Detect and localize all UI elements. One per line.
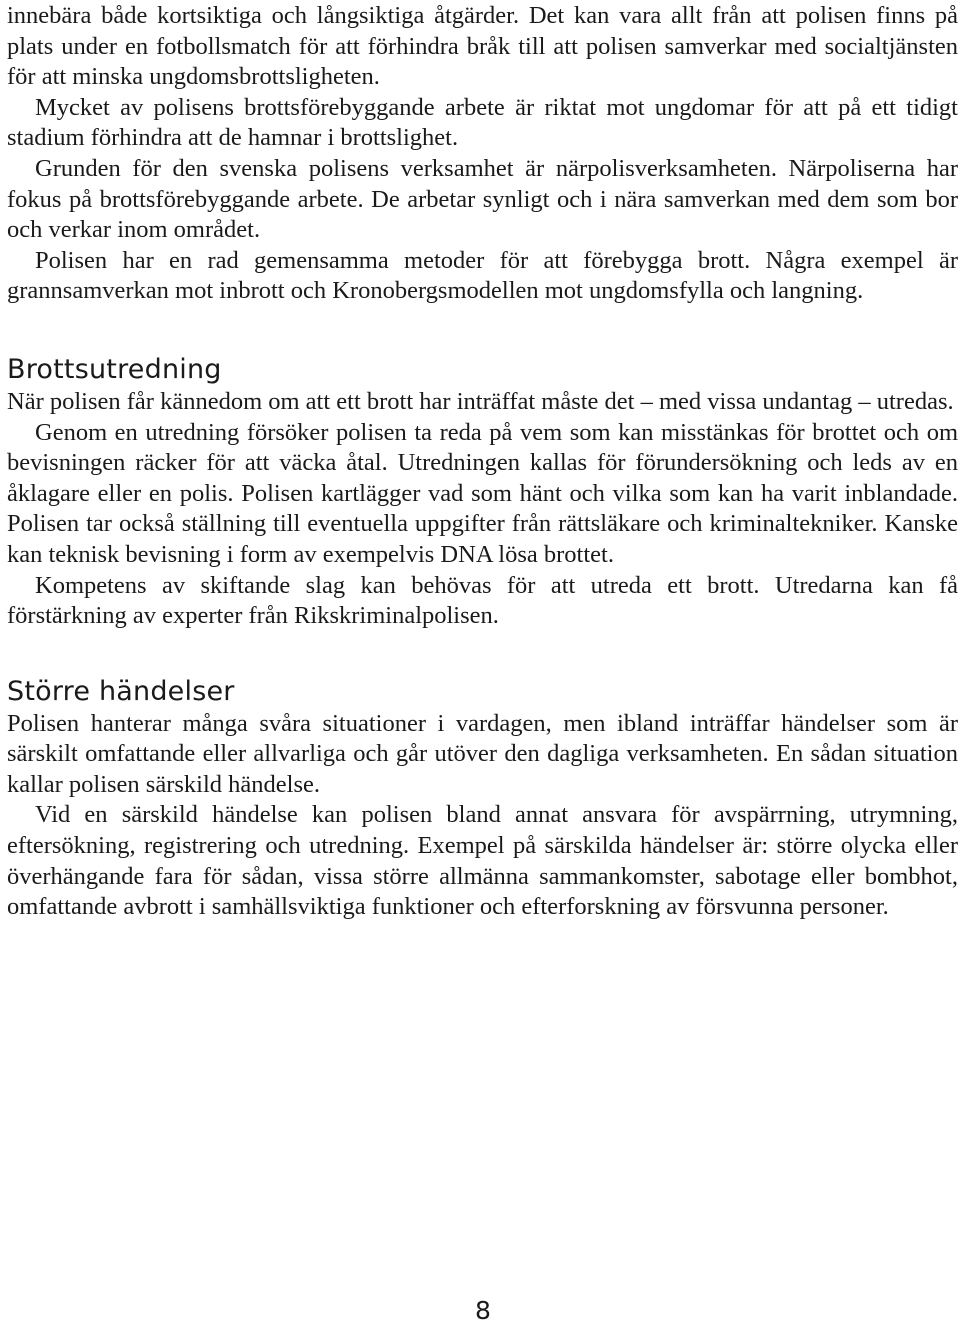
document-page bbox=[7, 0, 958, 923]
brottsutredning-paragraph-1: När polisen får kännedom om att ett brott har inträffat måste det – med vissa undantag – utredas. bbox=[7, 387, 954, 415]
storre-handelser-section bbox=[7, 675, 958, 923]
section-heading-storre-handelser: Större händelser bbox=[7, 675, 235, 707]
intro-paragraph-4: Polisen har en rad gemensamma metoder för att förebygga brott. Några exempel är grannsamverkan mot inbrott och Kronobergsmodellen mot ungdomsfylla och langning. bbox=[7, 246, 958, 305]
intro-paragraph-3: Grunden för den svenska polisens verksamhet är närpolisverksamheten. Närpoliserna har fokus på brottsförebyggande arbete. De arbetar synligt och i nära samverkan med dem som bor och verkar inom området. bbox=[7, 154, 958, 244]
storre-handelser-paragraph-1: Polisen hanterar många svåra situationer i vardagen, men ibland inträffar händelser som är särskilt omfattande eller allvarliga och går utöver den dagliga verksamheten. En sådan situation kallar polisen särskild händelse. bbox=[7, 709, 958, 798]
brottsutredning-paragraph-2: Genom en utredning försöker polisen ta reda på vem som kan misstänkas för brottet och om bevisningen räcker för att väcka åtal. Utredningen kallas för förundersökning och leds av en åklagare eller en polis. Polisen kartlägger vad som hänt och vilka som kan ha varit inblandade. Polisen tar också ställning till eventuella uppgifter från rättsläkare och kriminaltekniker. Kanske kan teknisk bevisning i form av exempelvis DNA lösa brottet. bbox=[7, 418, 958, 568]
brottsutredning-section bbox=[7, 353, 958, 632]
brottsutredning-paragraph-3: Kompetens av skiftande slag kan behövas för att utreda ett brott. Utredarna kan få förstärkning av experter från Rikskriminalpolisen. bbox=[7, 571, 958, 630]
section-heading-brottsutredning: Brottsutredning bbox=[7, 353, 222, 385]
intro-paragraph-1: innebära både kortsiktiga och långsiktiga åtgärder. Det kan vara allt från att polisen finns på plats under en fotbollsmatch för att förhindra bråk till att polisen samverkar med socialtjänsten för att minska ungdomsbrottsligheten. bbox=[7, 2, 958, 91]
page-number: 8 bbox=[475, 1296, 491, 1325]
intro-section bbox=[7, 0, 958, 307]
intro-paragraph-2: Mycket av polisens brottsförebyggande arbete är riktat mot ungdomar för att på ett tidigt stadium förhindra att de hamnar i brottslighet. bbox=[7, 93, 958, 152]
storre-handelser-paragraph-2: Vid en särskild händelse kan polisen bland annat ansvara för avspärrning, utrymning, eftersökning, registrering och utredning. Exempel på särskilda händelser är: större olycka eller överhängande fara för sådan, vissa större allmänna sammankomster, sabotage eller bombhot, omfattande avbrott i samhällsviktiga funktioner och efterforskning av försvunna personer. bbox=[7, 801, 958, 921]
